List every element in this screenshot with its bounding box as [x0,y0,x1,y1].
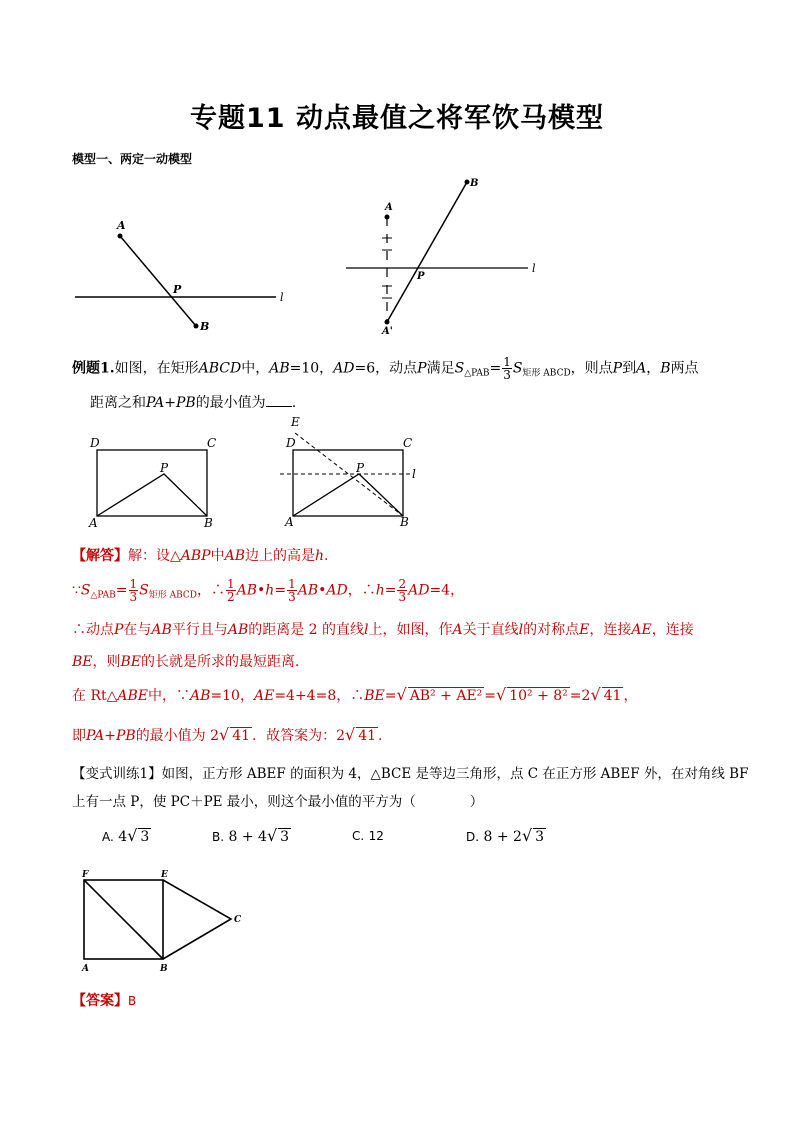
example-1-line2: 距离之和PA+PB的最小值为 . [90,395,297,411]
label-a: A [285,515,294,529]
figure-reflection [340,172,550,337]
point-a-dot [385,215,390,220]
label-l: l [532,262,536,275]
figure-rectangle-reflection [280,412,430,532]
label-c: C [207,436,217,450]
label-a: A [89,516,98,530]
variant-line2: 上有一点 P，使 PC＋PE 最小，则这个最小值的平方为（ ） [72,794,484,810]
segment-a-prime-b [387,182,467,322]
point-a-prime-dot [385,320,390,325]
label-b: B [204,516,213,530]
segment-ab [120,236,196,326]
label-f: F [82,870,89,880]
answer: 【答案】B [72,993,137,1009]
solution-line1: 【解答】解：设△ABP中AB边上的高是h. [72,548,329,564]
label-p: P [356,461,365,475]
label-a-prime: A' [382,326,393,337]
figure-square-triangle [76,866,256,978]
answer-blank [266,396,292,407]
triangle-bce [163,880,231,959]
label-a: A [82,964,89,974]
label-d: D [90,436,100,450]
point-a-dot [118,234,123,239]
variant-line1: 【变式训练1】如图，正方形 ABEF 的面积为 4，△BCE 是等边三角形，点 C 在正方形 ABEF 外，在对角线 BF [72,766,749,782]
solution-line2: $\because S_{\triangle PAB}=$ $\frac{1}{3}$ $S_{矩形 ABCD}$，∴ $\frac{1}{2}$ AB•h= $\frac{1}{3}$ AB•AD，∴h= $\frac{2}{3}$ AD=4， [72,577,465,604]
label-b: B [400,515,409,529]
label-d: D [286,436,296,450]
option-b[interactable]: B. 8 + 4√ 3 [212,826,290,845]
option-c[interactable]: C. 12 [352,829,384,843]
option-d[interactable]: D. 8 + 2√ 3 [466,826,545,845]
label-a: A [385,202,393,213]
label-b: B [200,320,210,333]
section-title: 模型一、两定一动模型 [72,152,193,166]
point-b-dot [465,180,470,185]
label-l: l [412,467,416,481]
label-e: E [291,415,300,429]
point-b-dot [194,324,199,329]
solution-line3: ∴动点P在与AB平行且与AB的距离是 2 的直线l上，如图，作A关于直线l的对称点E，连接AE，连接 [72,622,694,638]
path-apb [293,474,403,516]
figure-two-fixed-one-moving [68,212,298,337]
label-b: B [160,964,168,974]
label-l: l [280,291,284,304]
label-a: A [117,219,126,232]
example-1-line1: 例题1.如图，在矩形ABCD中，AB=10，AD=6，动点P满足$S_{\triangle PAB}=$ $\frac{1}{3}$ $S_{矩形 ABCD}$，则点P到A，B两点 [72,355,699,382]
label-c: C [403,436,413,450]
label-e: E [161,870,168,880]
page-title: 专题11 动点最值之将军饮马模型 [190,103,604,134]
fraction-one-third: $\frac{1}{3}$ [503,355,511,382]
solution-line6: 即PA+PB的最小值为 2√ 41 ．故答案为：2√ 41 . [72,725,383,744]
figure-rectangle-p [86,432,226,532]
option-a[interactable]: A. 4√ 3 [102,826,150,845]
label-c: C [234,915,242,925]
path-apb [97,474,207,516]
label-p: P [173,283,182,296]
solution-line4: BE，则BE的长就是所求的最短距离． [72,654,310,670]
solution-line5: 在 Rt△ABE中，∵AB=10，AE=4+4=8，∴BE=√ AB² + AE² =√ 10² + 8² =2√ 41 ， [72,685,638,704]
label-p: P [417,271,425,282]
label-p: P [160,461,169,475]
label-b: B [470,178,479,189]
diagonal-bf [84,880,163,959]
